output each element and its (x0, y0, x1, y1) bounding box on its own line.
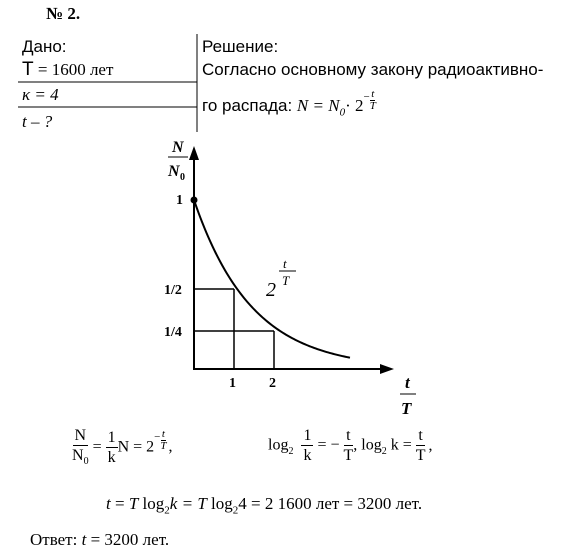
answer-line (30, 530, 169, 550)
formula-dot: · 2 (345, 96, 364, 115)
curve-label-exp-den: T (282, 273, 290, 288)
eq2-log-sub: 2 (288, 445, 294, 457)
period-symbol: T (22, 59, 34, 80)
eq1-ratio-den: N (72, 447, 84, 464)
equation-1: $\frac{N}{N_0}$ = $\frac{1}{k}$ N = 2− $\frac{t}{T}$ , (72, 427, 173, 468)
start-point (191, 197, 198, 204)
eq1-one: 1 (107, 428, 116, 446)
eq2-mid: = − (317, 436, 340, 454)
eq2-t-over-T (344, 428, 354, 464)
curve-label-exp-num: t (283, 256, 287, 271)
y-axis-arrow (189, 146, 199, 160)
eq2-sep: , log (353, 436, 382, 454)
given-header: Дано: (22, 37, 67, 56)
eq3-eq: = (110, 494, 129, 513)
answer-value: = 3200 лет. (86, 530, 170, 549)
eq3-log1: log (138, 494, 165, 513)
eq3-T2: T (197, 494, 207, 513)
eq2-log: log (268, 436, 289, 454)
answer-label: Ответ: (30, 530, 82, 549)
eq1-exp-num: t (161, 428, 165, 441)
eq1-ratio-num: N (74, 427, 87, 444)
eq3-rest: 4 = 2 1600 лет = 3200 лет. (238, 494, 423, 513)
formula-exp-den: T (369, 100, 376, 112)
formula-exp-num: t (371, 88, 375, 100)
equation-2 (268, 428, 433, 464)
solution-line1: Согласно основному закону радиоактивно- (202, 60, 544, 79)
eq2-one: 1 (303, 427, 312, 444)
eq1-exp-den: T (160, 440, 167, 453)
eq2-sep-sub: 2 (381, 445, 387, 457)
eq2-T2: T (415, 447, 426, 464)
eq2-one-over-k (301, 428, 313, 464)
period-value: = 1600 лет (33, 60, 114, 79)
eq1-exp-minus: − (154, 431, 161, 444)
eq1-k: k (107, 448, 116, 466)
formula-sub: 0 (339, 106, 346, 119)
eq2-t: t (346, 427, 351, 444)
x-tick-1: 1 (229, 376, 236, 391)
y-label-den: N (168, 163, 180, 180)
eq3-t: t (106, 494, 111, 513)
x-axis-arrow (380, 364, 394, 374)
given-find: t – ? (22, 112, 53, 131)
eq1-ratio (72, 428, 89, 467)
y-tick-quarter: 1/4 (164, 325, 182, 340)
eq1-exponent (160, 429, 166, 452)
solution-line2-text: го распада: (202, 96, 297, 115)
given-k: κ = 4 (22, 85, 59, 104)
eq2-T: T (343, 447, 354, 464)
y-tick-1: 1 (176, 193, 183, 208)
eq2-t2: t (418, 427, 423, 444)
eq3-sub1: 2 (164, 504, 170, 517)
formula-minus: − (363, 91, 370, 103)
eq2-k2: k = (386, 436, 412, 454)
x-tick-2: 2 (269, 376, 276, 391)
equation-3 (106, 494, 422, 516)
eq1-rhs: N = 2 (117, 438, 155, 456)
problem-number: № 2. (46, 4, 81, 23)
x-label-num: t (405, 373, 410, 392)
y-label-den-sub: 0 (180, 172, 185, 183)
formula-left: N = N (296, 96, 340, 115)
eq2-end: , (428, 436, 433, 454)
eq3-log2: log (206, 494, 233, 513)
answer-t: t (81, 530, 87, 549)
eq1-ratio-den-sub: 0 (83, 456, 89, 468)
eq3-k: k = (169, 494, 198, 513)
eq3-T1: T (128, 494, 139, 513)
eq3-sub2: 2 (232, 504, 239, 517)
eq1-one-over-k (106, 430, 118, 466)
x-label-den: T (401, 399, 412, 418)
y-tick-half: 1/2 (164, 283, 182, 298)
solution-header: Решение: (202, 37, 279, 56)
eq1-comma: , (168, 438, 173, 456)
curve-label-base: 2 (266, 279, 276, 301)
eq2-t2-over-T2 (416, 428, 426, 464)
eq2-k: k (303, 447, 312, 464)
y-label-num: N (172, 139, 184, 156)
